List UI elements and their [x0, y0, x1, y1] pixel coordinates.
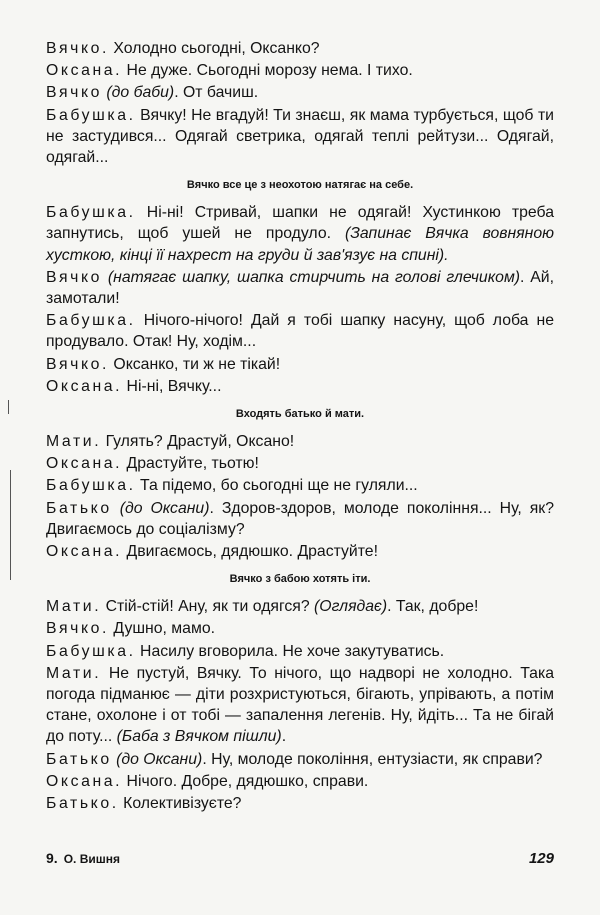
speaker-name: Бабушка.	[46, 312, 136, 330]
speaker-name: Мати.	[46, 433, 102, 451]
speaker-name: Мати.	[46, 598, 102, 616]
dialogue-line	[46, 60, 554, 81]
stage-direction: Вячко з бабою хотять іти.	[229, 573, 371, 586]
dialogue-line	[46, 431, 554, 452]
dialogue-line	[46, 596, 554, 617]
dialogue-line	[46, 475, 554, 496]
speech-text: Та підемо, бо сьогодні ще не гуляли...	[135, 477, 418, 495]
speaker-name: Оксана.	[46, 772, 123, 790]
speech-text: . Ну, молоде покоління, ентузіасти, як справи?	[202, 750, 543, 768]
speech-text: Не пустуй, Вячку. То нічого, що надворі не холодно. Така погода підманює — діти розхристуються, бігають, упрівають, а потім стане, охолоне і от тобі — запалення легенів. Ну, йдіть... Та не бігай до поту...	[46, 664, 554, 746]
speaker-name: Батько	[46, 499, 112, 517]
dialogue-line	[46, 202, 554, 266]
speech-text: Стій-стій! Ану, як ти одягся?	[101, 598, 315, 616]
stage-remark: (Оглядає)	[314, 598, 388, 616]
speech-text: Не дуже. Сьогодні морозу нема. І тихо.	[122, 62, 413, 80]
dialogue-line	[46, 82, 554, 103]
speaker-name: Вячко.	[46, 620, 110, 638]
speaker-name: Оксана.	[46, 455, 123, 473]
speech-text: Холодно сьогодні, Оксанко?	[109, 40, 320, 57]
speech-text: Нічого. Добре, дядюшко, справи.	[122, 772, 369, 790]
speech-text: . Так, добре!	[387, 598, 479, 616]
stage-remark: (Запинає Вячка вовняною хусткою, кінці її нахрест на груди й зав'язує на спині).	[46, 225, 554, 264]
speaker-name: Батько	[46, 750, 112, 768]
dialogue-line	[46, 105, 554, 169]
speaker-name: Вячко.	[46, 355, 110, 373]
speech-text: Колективізуєте?	[118, 795, 242, 813]
speaker-name: Оксана.	[46, 377, 123, 395]
dialogue-line	[46, 498, 554, 540]
speaker-name: Вячко	[46, 84, 103, 102]
printer-signature	[46, 850, 120, 866]
speech-text	[112, 500, 120, 517]
speech-text: . Здоров-здоров, молоде покоління... Ну, як? Двигаємось до соціалізму?	[46, 499, 554, 538]
stage-remark: (натягає шапку, шапка стирчить на голові глечиком)	[107, 268, 521, 286]
dialogue-line	[46, 267, 554, 309]
stage-direction: Входять батько й мати.	[235, 408, 365, 421]
dialogue-line	[46, 453, 554, 474]
speech-text: Нічого-нічого! Дай я тобі шапку насуну, щоб лоба не продувало. Отак! Ну, ходім...	[46, 312, 554, 351]
stage-direction: Вячко все це з неохотою натягає на себе.	[186, 179, 414, 192]
speaker-name: Батько.	[46, 795, 119, 813]
speech-text: . Ай, замотали!	[46, 268, 555, 308]
speech-text: Драстуйте, тьотю!	[122, 455, 259, 473]
speaker-name: Оксана.	[46, 62, 123, 80]
speech-text: Вячку! Не вгадуй! Ти знаєш, як мама турбується, щоб ти не застудився... Одягай светрика, одягай теплі рейтузи... Одягай, одягай...	[46, 106, 554, 167]
speech-text: Ні-ні! Стривай, шапки не одягай! Хустинкою треба запнутись, щоб ушей не продуло.	[46, 204, 554, 243]
stage-remark: (Баба з Вячком пішли)	[116, 728, 282, 746]
dialogue-line	[46, 618, 554, 639]
dialogue-line	[46, 749, 554, 770]
speech-text: Двигаємось, дядюшко. Драстуйте!	[122, 543, 378, 561]
speaker-name: Оксана.	[46, 543, 123, 561]
page-number: 129	[528, 850, 554, 867]
speaker-name: Бабушка.	[46, 477, 136, 495]
speech-text: Оксанко, ти ж не тікай!	[109, 355, 281, 373]
speech-text: Ні-ні, Вячку...	[122, 377, 222, 395]
speaker-name: Вячко	[46, 268, 103, 286]
speech-text: Насилу вговорила. Не хоче закутуватись.	[135, 642, 445, 660]
page-text	[46, 38, 554, 815]
stage-remark: (до Оксани)	[119, 499, 210, 517]
speaker-name: Вячко.	[46, 40, 110, 57]
dialogue-line	[46, 376, 554, 397]
dialogue-line	[46, 771, 554, 792]
stage-remark: (до баби)	[106, 84, 175, 102]
dialogue-line	[46, 641, 554, 662]
speaker-name: Бабушка.	[46, 106, 136, 124]
stage-remark: (до Оксани)	[116, 750, 203, 768]
page-footer	[46, 850, 554, 867]
speech-text: . От бачиш.	[174, 84, 259, 102]
speech-text: .	[281, 728, 287, 746]
dialogue-line	[46, 541, 554, 562]
speaker-name: Бабушка.	[46, 204, 136, 222]
dialogue-line	[46, 38, 554, 59]
speech-text: Гулять? Драстуй, Оксано!	[101, 433, 295, 451]
speaker-name: Мати.	[46, 664, 102, 682]
dialogue-line	[46, 793, 554, 814]
speaker-name: Бабушка.	[46, 642, 136, 660]
signature-number: 9.	[46, 850, 58, 866]
dialogue-line	[46, 310, 554, 352]
dialogue-line	[46, 354, 554, 375]
speech-text: Душно, мамо.	[109, 620, 215, 638]
signature-text: О. Вишня	[63, 852, 120, 866]
dialogue-line	[46, 663, 554, 748]
